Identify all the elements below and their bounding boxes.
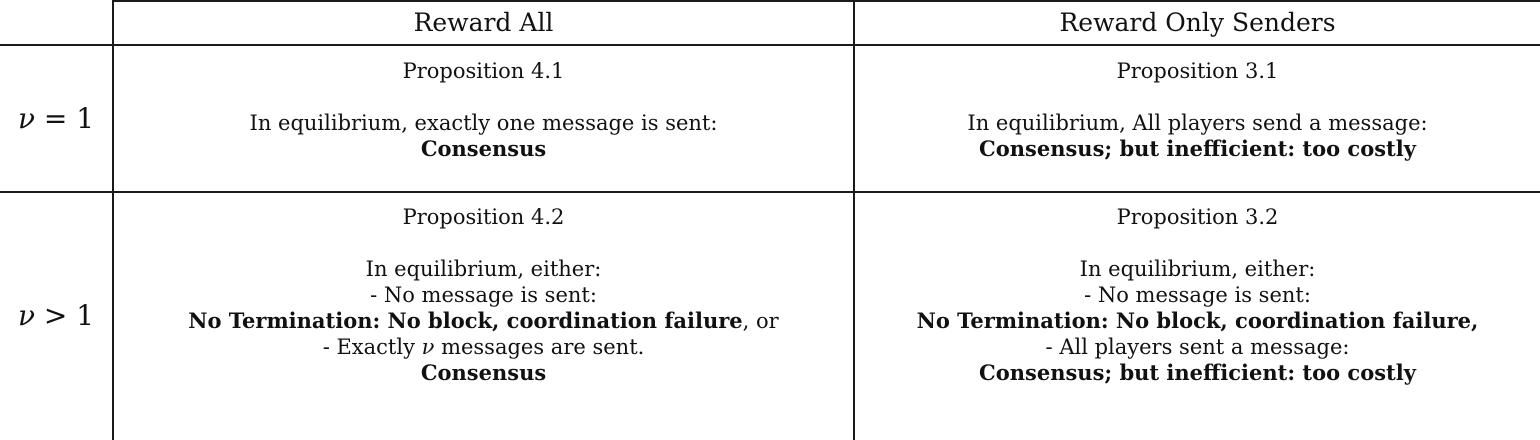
row-label-condition: > 1 <box>34 299 95 332</box>
case-prefix: - Exactly <box>322 335 422 359</box>
case-variable: ν <box>421 335 435 359</box>
header-bottom-border <box>0 44 1540 46</box>
column-header-reward-only-senders: Reward Only Senders <box>1059 8 1336 37</box>
equilibrium-description: In equilibrium, either: <box>365 257 602 281</box>
spacer <box>114 84 853 110</box>
proposition-label: Proposition 4.1 <box>402 59 565 83</box>
spacer <box>855 230 1540 256</box>
column-header-reward-all: Reward All <box>413 8 554 37</box>
no-termination-line <box>114 308 853 334</box>
outcome-label: Consensus <box>420 360 547 385</box>
equilibrium-description: In equilibrium, either: <box>1079 257 1316 281</box>
case-no-message: - No message is sent: <box>1084 283 1311 307</box>
equilibrium-description: In equilibrium, All players send a message: <box>967 111 1428 135</box>
row-label-nu-greater-than-1 <box>0 299 112 333</box>
proposition-label: Proposition 3.2 <box>1116 205 1279 229</box>
no-termination-outcome: No Termination: No block, coordination failure, <box>916 308 1479 333</box>
no-termination-tail: , or <box>742 309 779 333</box>
outcome-label: Consensus; but inefficient: too costly <box>979 136 1416 161</box>
cell-nugt1-reward-all <box>114 204 853 386</box>
case-all-players-send: - All players sent a message: <box>1045 335 1350 359</box>
row-divider <box>0 191 1540 193</box>
case-exactly-nu-messages <box>114 334 853 360</box>
outcome-label: Consensus; but inefficient: too costly <box>979 360 1416 385</box>
cell-nu1-reward-only-senders <box>855 58 1540 162</box>
row-label-variable: ν <box>17 102 35 135</box>
spacer <box>114 230 853 256</box>
proposition-label: Proposition 4.2 <box>402 205 565 229</box>
case-suffix: messages are sent. <box>434 335 645 359</box>
row-label-nu-equals-1 <box>0 102 112 136</box>
cell-nu1-reward-all <box>114 58 853 162</box>
spacer <box>855 84 1540 110</box>
row-label-condition: = 1 <box>34 102 95 135</box>
no-termination-outcome: No Termination: No block, coordination failure <box>188 308 743 333</box>
proposition-label: Proposition 3.1 <box>1116 59 1279 83</box>
equilibrium-description: In equilibrium, exactly one message is sent: <box>249 111 718 135</box>
row-label-variable: ν <box>17 299 35 332</box>
outcome-label: Consensus <box>420 136 547 161</box>
cell-nugt1-reward-only-senders <box>855 204 1540 386</box>
header-top-border <box>112 0 1540 2</box>
case-no-message: - No message is sent: <box>370 283 597 307</box>
